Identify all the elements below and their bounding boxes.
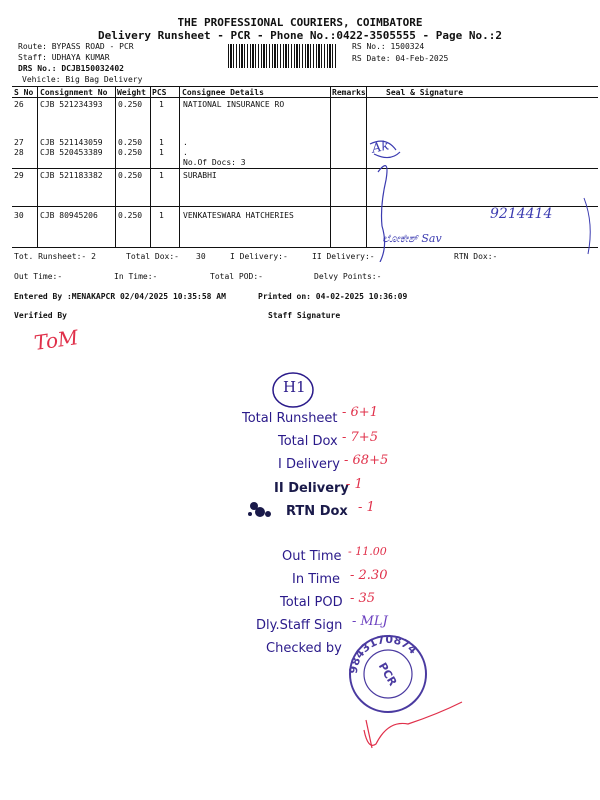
row-weight: 0.250 [118, 100, 143, 109]
stamp-dly-staff-sign: Dly.Staff Sign [256, 618, 343, 633]
total-pod: Total POD:- [210, 272, 263, 281]
row-consignment: CJB 520453389 [40, 148, 103, 157]
barcode [228, 44, 338, 68]
row-sno: 26 [14, 100, 24, 109]
round-stamp-number: 9843170874 [346, 632, 420, 675]
out-time: Out Time:- [14, 272, 63, 281]
row-consignment: CJB 521143059 [40, 138, 103, 147]
rtn-dox: RTN Dox:- [454, 252, 498, 261]
stamp-total-pod-val: - 35 [350, 591, 376, 606]
circled-code: H1 [283, 378, 306, 396]
row-details: . [183, 148, 188, 157]
stamp-i-delivery-val: - 68+5 [344, 453, 389, 468]
row-details: VENKATESWARA HATCHERIES [183, 211, 294, 220]
row-details: SURABHI [183, 171, 217, 180]
rs-number: RS No.: 1500324 [352, 42, 425, 51]
edge-mark [578, 194, 598, 258]
staff: Staff: UDHAYA KUMAR [18, 53, 110, 62]
col-pcs: PCS [152, 88, 167, 97]
row-sno: 27 [14, 138, 24, 147]
row-sno: 30 [14, 211, 24, 220]
stamp-ii-delivery-val: - 1 [346, 477, 363, 492]
stamp-total-runsheet-val: - 6+1 [342, 405, 378, 420]
stamp-total-dox-val: - 7+5 [342, 430, 378, 445]
stamp-out-time-val: - 11.00 [348, 545, 387, 558]
col-consignee: Consignee Details [182, 88, 264, 97]
stamp-in-time-val: - 2.30 [350, 568, 388, 583]
row-weight: 0.250 [118, 138, 143, 147]
stamp-total-runsheet: Total Runsheet [242, 411, 338, 426]
entered-by: Entered By :MENAKAPCR 02/04/2025 10:35:58 AM [14, 292, 226, 301]
staff-signature: Staff Signature [268, 311, 341, 320]
row-pcs: 1 [159, 211, 164, 220]
signature-row30-number: 9214414 [490, 206, 553, 222]
col-weight: Weight [117, 88, 146, 97]
row-pcs: 1 [159, 100, 164, 109]
vehicle: Vehicle: Big Bag Delivery [22, 75, 143, 84]
in-time: In Time:- [114, 272, 158, 281]
col-seal: Seal & Signature [386, 88, 464, 97]
total-dox-value: 30 [196, 252, 206, 261]
row-consignment: CJB 80945206 [40, 211, 98, 220]
row-consignment: CJB 521183382 [40, 171, 103, 180]
stamp-total-dox: Total Dox [278, 434, 338, 449]
ii-delivery: II Delivery:- [312, 252, 375, 261]
stamp-i-delivery: I Delivery [278, 457, 340, 472]
col-remarks: Remarks [332, 88, 366, 97]
verified-by: Verified By [14, 311, 67, 320]
red-pen-scribble [358, 690, 468, 760]
row-weight: 0.250 [118, 171, 143, 180]
stamp-rtn-dox: RTN Dox [286, 504, 348, 519]
signature-row30-name: ಲೋಕೇಶ್ Sav [382, 232, 442, 245]
stamp-checked-by: Checked by [266, 641, 342, 656]
row-pcs: 1 [159, 148, 164, 157]
tot-runsheet: Tot. Runsheet:- 2 [14, 252, 96, 261]
verified-initials: ToM [32, 325, 80, 355]
row-sno: 29 [14, 171, 24, 180]
rs-date: RS Date: 04-Feb-2025 [352, 54, 449, 63]
no-of-docs: No.Of Docs: 3 [183, 158, 246, 167]
total-dox-label: Total Dox:- [126, 252, 179, 261]
printed-on: Printed on: 04-02-2025 10:36:09 [258, 292, 408, 301]
row-pcs: 1 [159, 138, 164, 147]
stamp-out-time: Out Time [282, 549, 342, 564]
ink-blot [244, 498, 278, 522]
row-weight: 0.250 [118, 211, 143, 220]
row-consignment: CJB 521234393 [40, 100, 103, 109]
company-name: THE PROFESSIONAL COURIERS, COIMBATORE [177, 16, 423, 29]
stamp-ii-delivery: II Delivery [274, 481, 349, 496]
delvy-points: Delvy Points:- [314, 272, 382, 281]
row-sno: 28 [14, 148, 24, 157]
i-delivery: I Delivery:- [230, 252, 288, 261]
row-weight: 0.250 [118, 148, 143, 157]
row-details: . [183, 138, 188, 147]
stamp-dly-staff-sign-val: - MLJ [352, 614, 388, 629]
round-stamp-center: PCR [375, 660, 400, 689]
row-details: NATIONAL INSURANCE RO [183, 100, 285, 109]
col-sno: S No [14, 88, 34, 97]
signature-row28: Ak [370, 138, 391, 157]
stamp-total-pod: Total POD [280, 595, 343, 610]
runsheet-title: Delivery Runsheet - PCR - Phone No.:0422-3505555 - Page No.:2 [98, 29, 502, 42]
stamp-rtn-dox-val: - 1 [358, 500, 375, 515]
drs-number: DRS No.: DCJB150032402 [18, 64, 124, 73]
stamp-in-time: In Time [292, 572, 341, 587]
route: Route: BYPASS ROAD - PCR [18, 42, 134, 51]
col-consignment: Consignment No [40, 88, 108, 97]
row-pcs: 1 [159, 171, 164, 180]
